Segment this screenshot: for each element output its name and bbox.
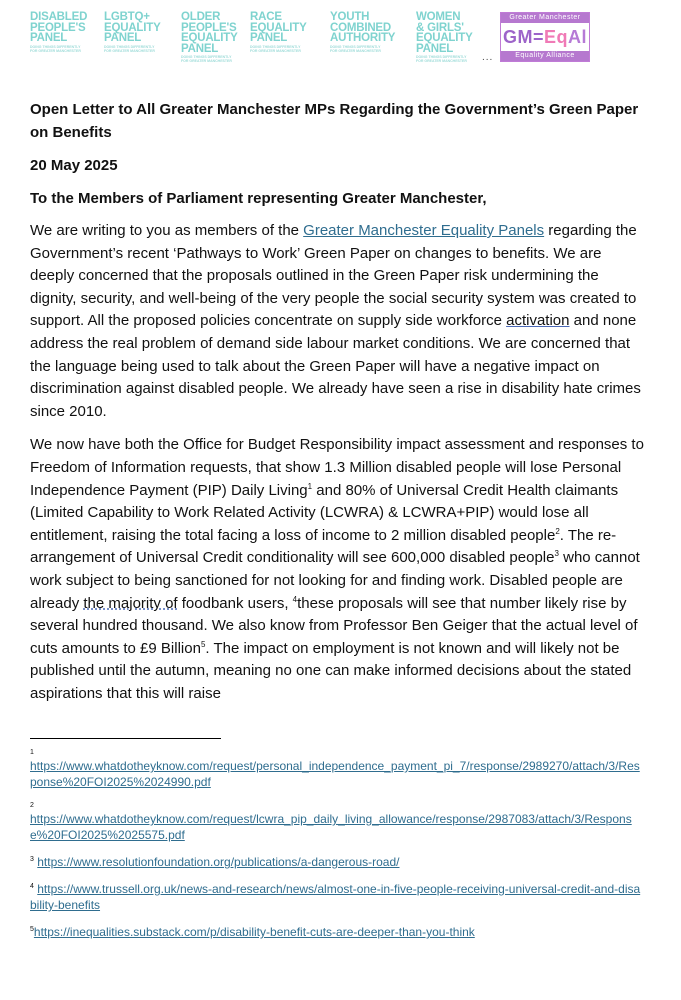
footnote-ref-2[interactable]: 2: [555, 526, 560, 536]
logo-title: LGBTQ+ EQUALITY PANEL: [104, 11, 161, 44]
ellipsis-dots: ...: [482, 52, 494, 63]
footnote-link[interactable]: https://www.whatdotheyknow.com/request/lcwra_pip_daily_living_allowance/response/2987083/attach/3/Response%20FOI2025%2025575.pdf: [30, 812, 632, 842]
equality-panels-link[interactable]: Greater Manchester Equality Panels: [303, 222, 545, 239]
logo-tagline: DOING THINGS DIFFERENTLY FOR GREATER MANCHESTER: [30, 44, 81, 53]
logo-tagline: DOING THINGS DIFFERENTLY FOR GREATER MANCHESTER: [416, 55, 467, 63]
footnote-number: 5: [30, 926, 34, 933]
footnote-link[interactable]: https://www.whatdotheyknow.com/request/personal_independence_payment_pi_7/response/2989270/attach/3/Response%20FOI2025%2024990.pdf: [30, 759, 640, 789]
paragraph-2: [30, 434, 645, 705]
underlined-word: activation: [506, 312, 570, 330]
logo-title: WOMEN & GIRLS' EQUALITY PANEL: [416, 11, 473, 55]
paragraph-1: [30, 220, 645, 423]
footnote-link[interactable]: https://inequalities.substack.com/p/disability-benefit-cuts-are-deeper-than-you-think: [33, 925, 475, 939]
disabled-peoples-panel-logo: [30, 12, 87, 53]
letter-salutation: To the Members of Parliament representing Greater Manchester,: [30, 190, 487, 207]
logo-tagline: DOING THINGS DIFFERENTLY FOR GREATER MANCHESTER: [104, 44, 155, 53]
women-girls-equality-panel-logo: [416, 12, 473, 63]
text-run: and none address the real problem of demand side labour market conditions. We are concerned that the language being used to talk about the Green Paper will have a negative impact on discrimination against disabled people. We already have seen a rise in disability hate crimes since 2010.: [30, 312, 641, 420]
footnote-ref-1[interactable]: 1: [307, 481, 313, 491]
text-run: We now have both the Office for Budget Responsibility impact assessment and responses to Freedom of Information requests, that show 1.3 Million disabled people will lose Personal Independence Payment (PIP) Daily Living: [30, 436, 644, 499]
footnote-number: 4: [30, 883, 34, 890]
text-run: We are writing to you as members of the: [30, 222, 304, 239]
footnote-link[interactable]: https://www.resolutionfoundation.org/publications/a-dangerous-road/: [37, 855, 400, 869]
youth-combined-authority-logo: [330, 12, 395, 53]
footnote-ref-3[interactable]: 3: [554, 549, 559, 559]
logo-tagline: DOING THINGS DIFFERENTLY FOR GREATER MANCHESTER: [250, 44, 301, 53]
footnote-2: [30, 801, 645, 843]
logo-tagline: DOING THINGS DIFFERENTLY FOR GREATER MANCHESTER: [330, 44, 381, 53]
footnote-ref-4[interactable]: 4: [292, 594, 298, 604]
letter-date: 20 May 2025: [30, 157, 118, 174]
logo-title: RACE EQUALITY PANEL: [250, 11, 307, 44]
footnote-4: [30, 881, 645, 913]
text-run: who cannot work subject to being sanctioned for not looking for and finding work. Disabled people are already: [30, 549, 640, 612]
text-run: . The re-arrangement of Universal Credit conditionality will see 600,000 disabled people: [30, 526, 617, 567]
footnote-separator: [30, 738, 221, 739]
logo-title: DISABLED PEOPLE'S PANEL: [30, 11, 88, 44]
race-equality-panel-logo: [250, 12, 307, 53]
alliance-eq: Eq: [544, 27, 569, 47]
logo-title: YOUTH COMBINED AUTHORITY: [330, 11, 396, 44]
footnote-5: [30, 924, 645, 940]
footnote-number: 2: [30, 802, 34, 809]
letter-body: [30, 98, 645, 716]
footnote-1: [30, 748, 645, 790]
text-run: . The impact on employment is not known and will likely not be published until the autumn, meaning no one can make informed decisions about the stated aspirations that this will raise: [30, 639, 632, 702]
alliance-top-text: Greater Manchester: [501, 13, 589, 23]
panel-logos-header: [30, 12, 652, 66]
lgbtq-equality-panel-logo: [104, 12, 161, 53]
dotted-underlined-phrase: the majority of: [83, 594, 178, 612]
older-peoples-equality-panel-logo: [181, 12, 238, 63]
logo-title: OLDER PEOPLE'S EQUALITY PANEL: [181, 11, 238, 55]
text-run: these proposals will see that number likely rise by several hundred thousand. We also know from Professor Ben Geiger that the actual level of cuts amounts to £9 Billion: [30, 594, 638, 657]
letter-title: Open Letter to All Greater Manchester MPs Regarding the Government’s Green Paper on Benefits: [30, 101, 639, 141]
text-run: foodbank users,: [177, 594, 293, 612]
alliance-wordmark: [501, 23, 589, 51]
footnote-3: [30, 854, 645, 870]
gm-equality-alliance-logo: [500, 12, 590, 62]
alliance-gm: GM=: [502, 27, 544, 47]
alliance-al: Al: [568, 27, 588, 47]
logo-tagline: DOING THINGS DIFFERENTLY FOR GREATER MANCHESTER: [181, 55, 232, 63]
footnote-ref-5[interactable]: 5: [200, 639, 206, 649]
text-run: regarding the Government’s recent ‘Pathways to Work’ Green Paper on changes to benefits. We are deeply concerned that the proposals outlined in the Green Paper risk undermining the dignity, security, and well-being of the very people the social security system was created to support. All the proposed policies concentrate on supply side workforce: [30, 222, 637, 330]
alliance-bottom-text: Equality Alliance: [501, 51, 589, 61]
footnote-number: 3: [30, 856, 34, 863]
text-run: and 80% of Universal Credit Health claimants (Limited Capability to Work Related Activity (LCWRA) & LCWRA+PIP) would lose all entitlement, raising the total facing a loss of income to 2 million disabled people: [30, 481, 619, 544]
footnote-number: 1: [30, 749, 34, 756]
footnote-link[interactable]: https://www.trussell.org.uk/news-and-research/news/almost-one-in-five-people-receiving-universal-credit-and-disability-benefits: [30, 882, 641, 912]
footnotes: [30, 748, 645, 951]
